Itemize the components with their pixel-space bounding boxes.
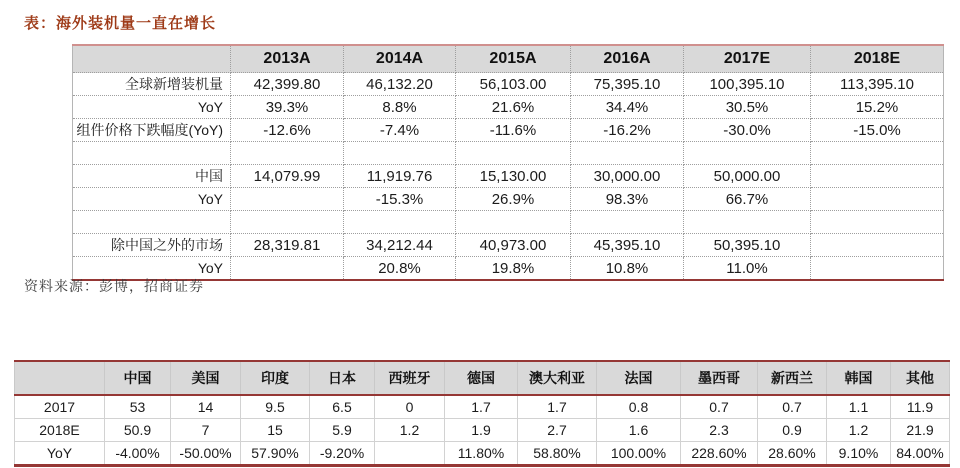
value-cell: 98.3% — [571, 188, 684, 211]
value-cell: 66.7% — [684, 188, 811, 211]
value-cell: 0 — [375, 395, 445, 419]
row-label: 2017 — [15, 395, 105, 419]
value-cell: 30,000.00 — [571, 165, 684, 188]
data-row — [73, 234, 944, 257]
column-header: 韩国 — [827, 361, 891, 395]
column-header: 德国 — [445, 361, 518, 395]
value-cell: 30.5% — [684, 96, 811, 119]
value-cell — [344, 142, 456, 165]
value-cell — [811, 165, 944, 188]
data-row — [73, 73, 944, 96]
value-cell: 14,079.99 — [231, 165, 344, 188]
value-cell — [811, 234, 944, 257]
value-cell: 1.2 — [375, 419, 445, 442]
value-cell: 28,319.81 — [231, 234, 344, 257]
value-cell: 14 — [171, 395, 241, 419]
value-cell — [344, 211, 456, 234]
value-cell: -15.0% — [811, 119, 944, 142]
value-cell: 84.00% — [891, 442, 950, 466]
value-cell: -9.20% — [310, 442, 375, 466]
value-cell: 100.00% — [597, 442, 681, 466]
value-cell — [231, 188, 344, 211]
value-cell: 9.10% — [827, 442, 891, 466]
value-cell: 21.9 — [891, 419, 950, 442]
value-cell: 8.8% — [344, 96, 456, 119]
value-cell: 15 — [241, 419, 310, 442]
value-cell: 1.9 — [445, 419, 518, 442]
row-label: 全球新增装机量 — [73, 73, 231, 96]
value-cell: 100,395.10 — [684, 73, 811, 96]
column-header: 2013A — [231, 45, 344, 73]
column-header: 澳大利亚 — [518, 361, 597, 395]
row-label: YoY — [73, 96, 231, 119]
column-header: 中国 — [105, 361, 171, 395]
value-cell: 26.9% — [456, 188, 571, 211]
value-cell — [571, 142, 684, 165]
value-cell: 6.5 — [310, 395, 375, 419]
value-cell: 75,395.10 — [571, 73, 684, 96]
row-label: YoY — [73, 257, 231, 281]
row-label — [73, 211, 231, 234]
value-cell — [231, 257, 344, 281]
overseas-installation-table — [72, 44, 944, 281]
value-cell: 5.9 — [310, 419, 375, 442]
value-cell: -7.4% — [344, 119, 456, 142]
value-cell: 42,399.80 — [231, 73, 344, 96]
corner-header-cell — [73, 45, 231, 73]
value-cell: 9.5 — [241, 395, 310, 419]
value-cell: 0.7 — [758, 395, 827, 419]
column-header: 其他 — [891, 361, 950, 395]
value-cell: -11.6% — [456, 119, 571, 142]
value-cell: 50,395.10 — [684, 234, 811, 257]
column-header: 2017E — [684, 45, 811, 73]
column-header: 印度 — [241, 361, 310, 395]
row-label: 组件价格下跌幅度(YoY) — [73, 119, 231, 142]
value-cell: 0.9 — [758, 419, 827, 442]
row-label: YoY — [73, 188, 231, 211]
header-row — [15, 361, 950, 395]
column-header: 美国 — [171, 361, 241, 395]
row-label: 除中国之外的市场 — [73, 234, 231, 257]
value-cell: 50.9 — [105, 419, 171, 442]
column-header: 法国 — [597, 361, 681, 395]
value-cell: -15.3% — [344, 188, 456, 211]
column-header: 2016A — [571, 45, 684, 73]
data-row — [73, 165, 944, 188]
value-cell: 1.2 — [827, 419, 891, 442]
header-row — [73, 45, 944, 73]
value-cell: 50,000.00 — [684, 165, 811, 188]
value-cell — [811, 142, 944, 165]
value-cell: 113,395.10 — [811, 73, 944, 96]
country-installation-table — [14, 360, 950, 467]
column-header: 西班牙 — [375, 361, 445, 395]
value-cell: 11.9 — [891, 395, 950, 419]
value-cell: 228.60% — [681, 442, 758, 466]
value-cell: 0.8 — [597, 395, 681, 419]
value-cell: 46,132.20 — [344, 73, 456, 96]
value-cell: 11,919.76 — [344, 165, 456, 188]
column-header: 日本 — [310, 361, 375, 395]
value-cell: 21.6% — [456, 96, 571, 119]
value-cell: 1.1 — [827, 395, 891, 419]
value-cell: 11.0% — [684, 257, 811, 281]
source-note: 资料来源：彭博，招商证券 — [24, 278, 204, 294]
column-header: 2014A — [344, 45, 456, 73]
value-cell — [811, 211, 944, 234]
row-label: 中国 — [73, 165, 231, 188]
value-cell: 1.6 — [597, 419, 681, 442]
value-cell: 40,973.00 — [456, 234, 571, 257]
corner-header-cell — [15, 361, 105, 395]
data-row — [15, 442, 950, 466]
value-cell — [231, 142, 344, 165]
value-cell: 1.7 — [445, 395, 518, 419]
table-title: 表：海外装机量一直在增长 — [24, 15, 217, 32]
value-cell: -30.0% — [684, 119, 811, 142]
column-header: 2018E — [811, 45, 944, 73]
column-header: 2015A — [456, 45, 571, 73]
value-cell: 2.7 — [518, 419, 597, 442]
value-cell — [811, 188, 944, 211]
data-row — [15, 395, 950, 419]
value-cell: 19.8% — [456, 257, 571, 281]
row-label: YoY — [15, 442, 105, 466]
value-cell — [231, 211, 344, 234]
value-cell — [811, 257, 944, 281]
value-cell: 20.8% — [344, 257, 456, 281]
data-row — [73, 96, 944, 119]
data-row — [73, 119, 944, 142]
value-cell: 10.8% — [571, 257, 684, 281]
value-cell — [456, 211, 571, 234]
value-cell: 0.7 — [681, 395, 758, 419]
value-cell: -4.00% — [105, 442, 171, 466]
value-cell: 57.90% — [241, 442, 310, 466]
value-cell: 56,103.00 — [456, 73, 571, 96]
value-cell: 2.3 — [681, 419, 758, 442]
value-cell: -12.6% — [231, 119, 344, 142]
value-cell: -50.00% — [171, 442, 241, 466]
data-row — [15, 419, 950, 442]
column-header: 新西兰 — [758, 361, 827, 395]
value-cell — [684, 211, 811, 234]
row-label — [73, 142, 231, 165]
value-cell: 15.2% — [811, 96, 944, 119]
value-cell — [456, 142, 571, 165]
spacer-row — [73, 211, 944, 234]
value-cell: 7 — [171, 419, 241, 442]
data-row — [73, 188, 944, 211]
value-cell: 34,212.44 — [344, 234, 456, 257]
value-cell — [571, 211, 684, 234]
value-cell: 39.3% — [231, 96, 344, 119]
spacer-row — [73, 142, 944, 165]
row-label: 2018E — [15, 419, 105, 442]
value-cell: 58.80% — [518, 442, 597, 466]
value-cell: 45,395.10 — [571, 234, 684, 257]
value-cell: 34.4% — [571, 96, 684, 119]
value-cell: 11.80% — [445, 442, 518, 466]
value-cell: 1.7 — [518, 395, 597, 419]
value-cell: 53 — [105, 395, 171, 419]
value-cell — [375, 442, 445, 466]
value-cell — [684, 142, 811, 165]
value-cell: 15,130.00 — [456, 165, 571, 188]
value-cell: -16.2% — [571, 119, 684, 142]
column-header: 墨西哥 — [681, 361, 758, 395]
value-cell: 28.60% — [758, 442, 827, 466]
